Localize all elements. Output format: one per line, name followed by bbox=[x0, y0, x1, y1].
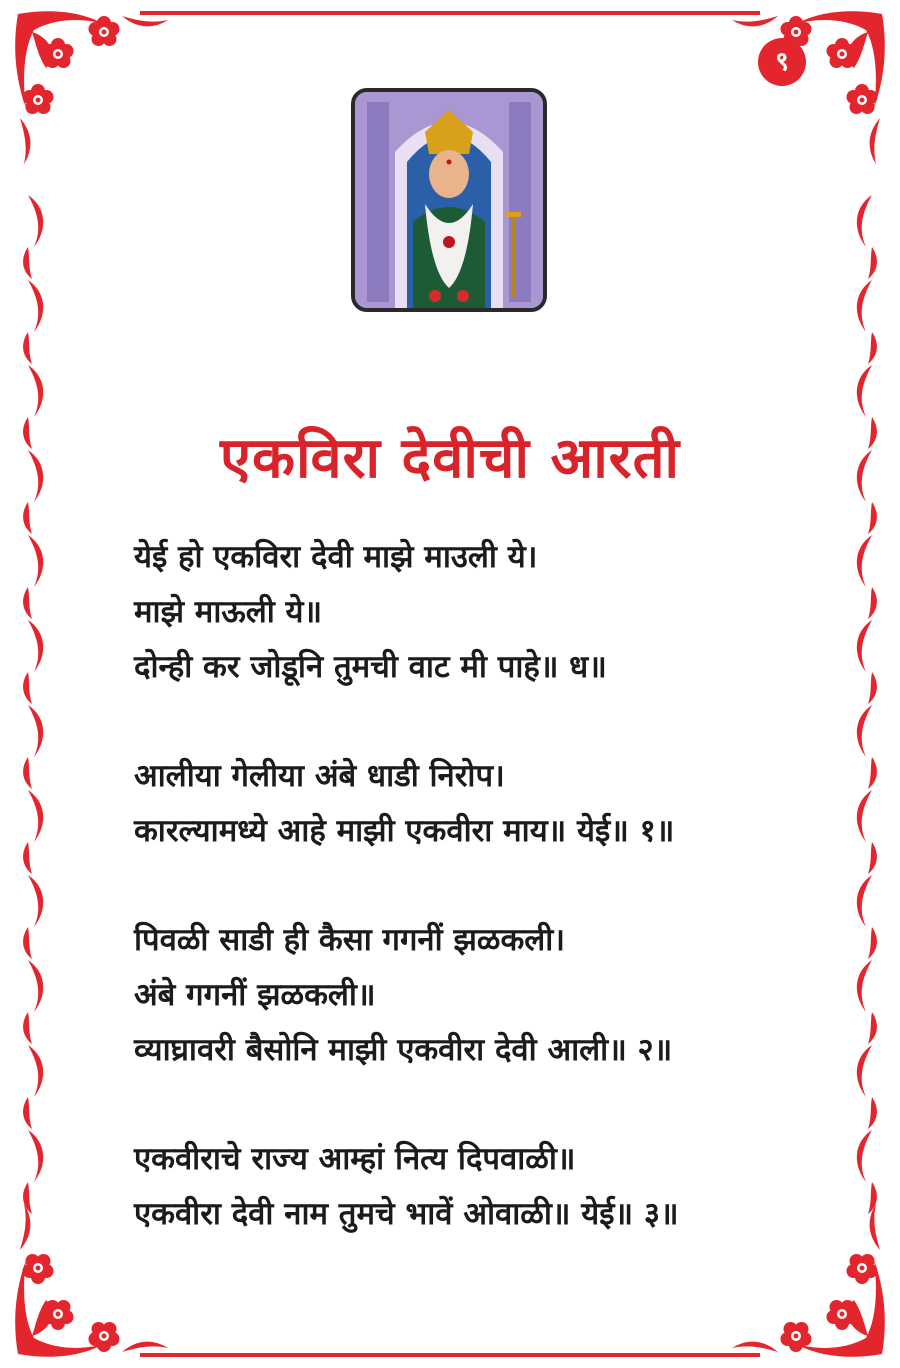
stanza bbox=[134, 530, 834, 695]
verse-line: येई हो एकविरा देवी माझे माउली ये। bbox=[134, 539, 538, 575]
verse-line: व्याघ्रावरी बैसोनि माझी एकवीरा देवी आली॥ २॥ bbox=[134, 1032, 673, 1068]
aarti-lyrics bbox=[134, 530, 834, 1242]
verse-line: एकवीराचे राज्य आम्हां नित्य दिपवाळी॥ bbox=[134, 1141, 576, 1177]
verse-line: कारल्यामध्ये आहे माझी एकवीरा माय॥ येई॥ १॥ bbox=[134, 813, 675, 849]
verse-line: आलीया गेलीया अंबे धाडी निरोप। bbox=[134, 758, 505, 794]
stanza bbox=[134, 913, 834, 1078]
verse-line: अंबे गगनीं झळकली॥ bbox=[134, 977, 376, 1013]
deity-portrait-image bbox=[351, 88, 547, 312]
verse-line: दोन्ही कर जोडूनि तुमची वाट मी पाहे॥ ध॥ bbox=[134, 649, 607, 685]
stanza bbox=[134, 1132, 834, 1242]
verse-line: माझे माऊली ये॥ bbox=[134, 594, 323, 630]
page-number-badge: ९ bbox=[758, 38, 806, 86]
verse-line: एकवीरा देवी नाम तुमचे भावें ओवाळी॥ येई॥ ३॥ bbox=[134, 1196, 679, 1232]
stanza bbox=[134, 749, 834, 859]
verse-line: पिवळी साडी ही कैसा गगनीं झळकली। bbox=[134, 922, 566, 958]
page-title: एकविरा देवीची आरती bbox=[219, 425, 681, 491]
